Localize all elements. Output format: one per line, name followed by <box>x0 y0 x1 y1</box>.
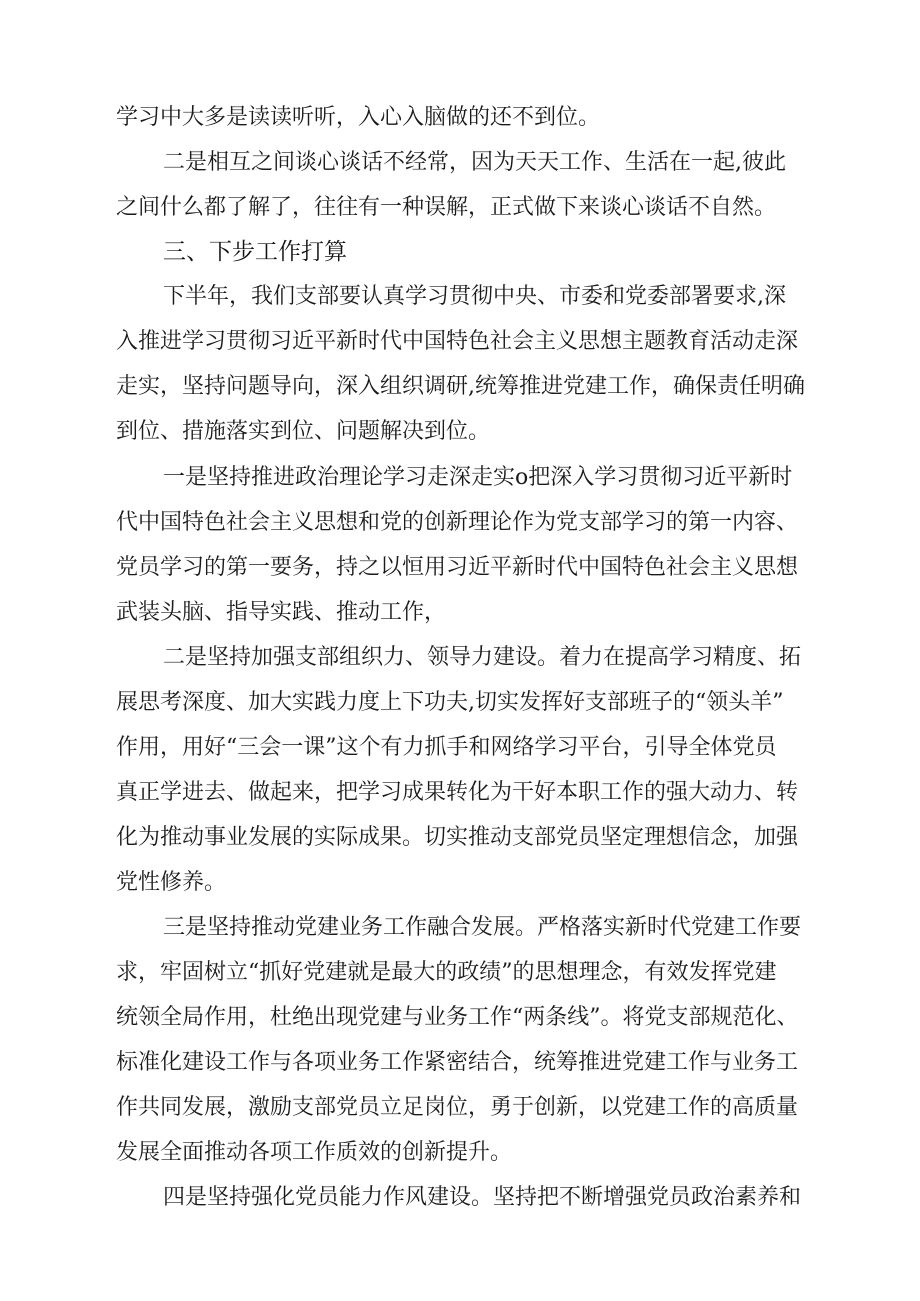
text-line: 真正学进去、做起来，把学习成果转化为干好本职工作的强大动力、转 <box>116 780 799 805</box>
text-line: 二是坚持加强支部组织力、领导力建设。着力在提高学习精度、拓 <box>163 645 802 670</box>
text-line: 武装头脑、指导实践、推动工作， <box>116 600 447 625</box>
text-line: 求，牢固树立“抓好党建就是最大的政绩”的思想理念，有效发挥党建 <box>116 960 777 985</box>
text-line: 党性修养。 <box>116 870 227 895</box>
section-heading: 三、下步工作打算 <box>163 239 347 265</box>
text-line: 三是坚持推动党建业务工作融合发展。严格落实新时代党建工作要 <box>163 915 802 940</box>
text-line: 下半年，我们支部要认真学习贯彻中央、市委和党委部署要求,深 <box>163 284 786 309</box>
text-line: 化为推动事业发展的实际成果。切实推动支部党员坚定理想信念，加强 <box>116 825 799 850</box>
text-line: 党员学习的第一要务，持之以恒用习近平新时代中国特色社会主义思想 <box>116 555 799 580</box>
text-line: 走实，坚持问题导向，深入组织调研,统筹推进党建工作，确保责任明确 <box>116 374 805 399</box>
text-line: 统领全局作用，杜绝出现党建与业务工作“两条线”。将党支部规范化、 <box>116 1005 799 1030</box>
text-line: 发展全面推动各项工作质效的创新提升。 <box>116 1140 513 1165</box>
text-line: 入推进学习贯彻习近平新时代中国特色社会主义思想主题教育活动走深 <box>116 329 799 354</box>
text-line: 展思考深度、加大实践力度上下功夫,切实发挥好支部班子的“领头羊” <box>116 690 784 715</box>
text-line: 代中国特色社会主义思想和党的创新理论作为党支部学习的第一内容、 <box>116 510 799 535</box>
text-line: 四是坚持强化党员能力作风建设。坚持把不断增强党员政治素养和 <box>163 1185 802 1210</box>
text-line: 标准化建设工作与各项业务工作紧密结合，统筹推进党建工作与业务工 <box>116 1050 799 1075</box>
text-line: 学习中大多是读读听听，入心入脑做的还不到位。 <box>116 105 601 130</box>
text-line: 之间什么都了解了，往往有一种误解，正式做下来谈心谈话不自然。 <box>116 195 777 220</box>
text-line: 作用，用好“三会一课”这个有力抓手和网络学习平台，引导全体党员 <box>116 735 777 760</box>
text-line: 一是坚持推进政治理论学习走深走实o把深入学习贯彻习近平新时 <box>163 465 793 490</box>
text-line: 作共同发展，激励支部党员立足岗位，勇于创新，以党建工作的高质量 <box>116 1095 799 1120</box>
text-line: 到位、措施落实到位、问题解决到位。 <box>116 419 491 444</box>
text-line: 二是相互之间谈心谈话不经常，因为天天工作、生活在一起,彼此 <box>163 150 786 175</box>
